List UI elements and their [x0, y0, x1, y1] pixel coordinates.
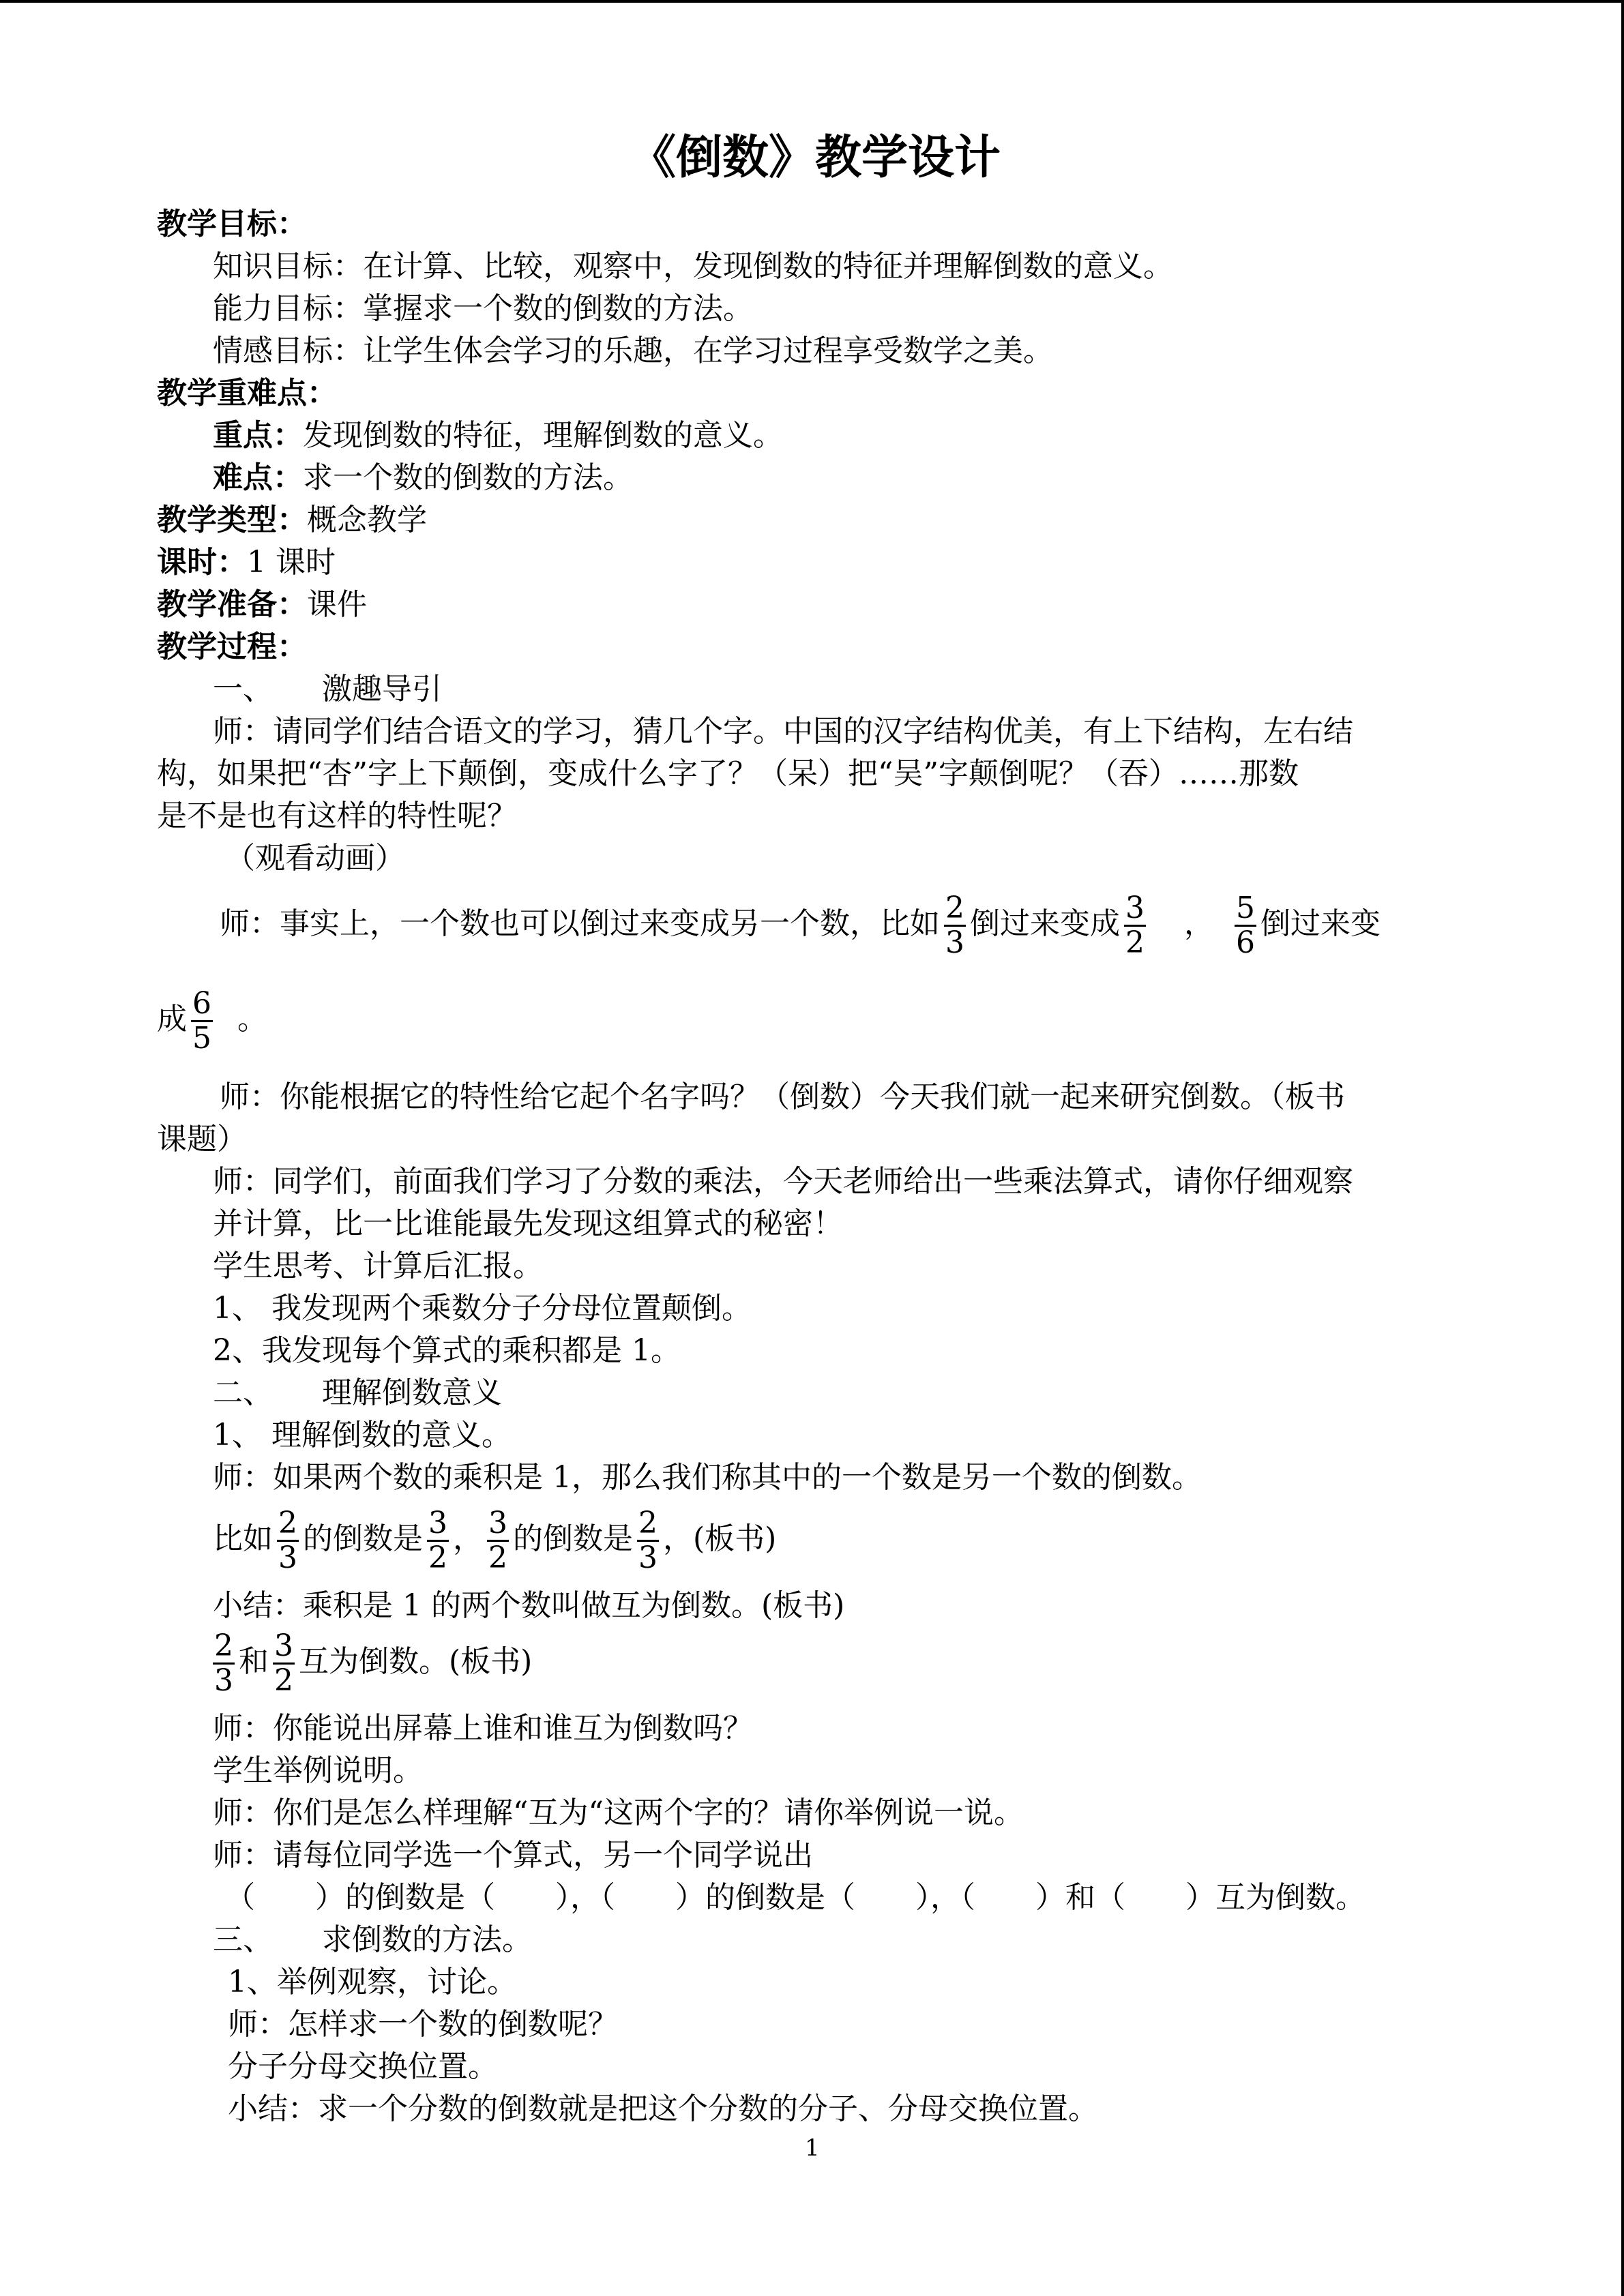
- fraction-denominator: 2: [274, 1663, 293, 1698]
- s1-p4-line2: 课题）: [157, 1122, 247, 1157]
- period-value: 1 课时: [247, 545, 336, 580]
- fraction-three-halves: [487, 1507, 509, 1575]
- s2-p7: 学生举例说明。: [213, 1753, 423, 1788]
- fraction-denominator: 5: [192, 1021, 211, 1056]
- s1-p1-line3: 是不是也有这样的特性呢？: [157, 799, 517, 833]
- type-line: [157, 499, 427, 541]
- s1-p3-line1: [220, 880, 1381, 968]
- s2-p5-b: 互为倒数。(板书): [299, 1644, 533, 1679]
- s2-p5-a: 和: [239, 1644, 269, 1679]
- section1-heading: [213, 668, 442, 711]
- s2-p3-e: ，(板书): [663, 1521, 777, 1556]
- s2-p9: 师：请每位同学选一个算式，另一个同学说出: [213, 1838, 813, 1873]
- fraction-five-sixths: [1235, 892, 1256, 959]
- fraction-denominator: 2: [1125, 925, 1145, 960]
- s1-p3-f: 。: [237, 1002, 267, 1037]
- s2-p3: [213, 1495, 776, 1583]
- s2-p4: 小结：乘积是 1 的两个数叫做互为倒数。(板书): [213, 1588, 845, 1623]
- fraction-denominator: 3: [214, 1663, 233, 1698]
- focus-label: 重点：: [213, 418, 303, 453]
- section3-title: 求倒数的方法。: [322, 1922, 532, 1957]
- fraction-numerator: 3: [488, 1506, 507, 1540]
- emotion-objective: 情感目标：让学生体会学习的乐趣，在学习过程享受数学之美。: [213, 333, 1053, 368]
- s2-p3-d: 的倒数是: [513, 1521, 633, 1556]
- fraction-numerator: 6: [192, 986, 211, 1021]
- s2-p3-a: 比如: [213, 1521, 273, 1556]
- s2-p3-c: ，: [453, 1521, 483, 1556]
- objectives-heading: 教学目标：: [157, 207, 307, 241]
- s3-p1: 1、举例观察，讨论。: [228, 1965, 517, 1999]
- section1-num: 一、: [213, 672, 273, 706]
- ability-objective: 能力目标：掌握求一个数的倒数的方法。: [213, 291, 753, 326]
- s2-p6: 师：你能说出屏幕上谁和谁互为倒数吗？: [213, 1711, 753, 1746]
- s1-p7: 1、 我发现两个乘数分子分母位置颠倒。: [213, 1291, 752, 1326]
- fraction-numerator: 2: [945, 891, 964, 925]
- s2-p8: 师：你们是怎么样理解“互为“这两个字的？请你举例说一说。: [213, 1795, 1024, 1830]
- s1-p5-line2: 并计算，比一比谁能最先发现这组算式的秘密！: [213, 1206, 843, 1241]
- fraction-numerator: 3: [1125, 891, 1145, 925]
- s1-p5-line1: 师：同学们，前面我们学习了分数的乘法，今天老师给出一些乘法算式，请你仔细观察: [213, 1164, 1353, 1199]
- s1-p8: 2、我发现每个算式的乘积都是 1。: [213, 1333, 681, 1368]
- keypoints-heading: 教学重难点：: [157, 376, 337, 411]
- fraction-denominator: 6: [1236, 925, 1255, 960]
- s1-p1-line1: 师：请同学们结合语文的学习，猜几个字。中国的汉字结构优美，有上下结构，左右结: [213, 714, 1353, 749]
- s2-p3-b: 的倒数是: [303, 1521, 423, 1556]
- fraction-three-halves: [1124, 892, 1146, 959]
- s2-p2: 师：如果两个数的乘积是 1，那么我们称其中的一个数是另一个数的倒数。: [213, 1460, 1202, 1495]
- fraction-numerator: 2: [278, 1506, 297, 1540]
- fraction-numerator: 5: [1236, 891, 1255, 925]
- knowledge-objective: 知识目标：在计算、比较，观察中，发现倒数的特征并理解倒数的意义。: [213, 249, 1173, 284]
- s1-p4-line1: 师：你能根据它的特性给它起个名字吗？（倒数）今天我们就一起来研究倒数。（板书: [220, 1079, 1345, 1114]
- s1-p3-e: 成: [157, 1002, 187, 1037]
- s1-p1-line2: 构，如果把“杏”字上下颠倒，变成什么字了？（呆）把“吴”字颠倒呢？（吞）……那数: [157, 756, 1299, 791]
- section2-num: 二、: [213, 1375, 273, 1410]
- section2-title: 理解倒数意义: [322, 1375, 502, 1410]
- fraction-two-thirds: [277, 1507, 299, 1575]
- difficulty-text: 求一个数的倒数的方法。: [303, 460, 633, 495]
- fraction-numerator: 2: [638, 1506, 658, 1540]
- type-value: 概念教学: [307, 503, 427, 537]
- right-border: [1621, 0, 1624, 2296]
- focus-text: 发现倒数的特征，理解倒数的意义。: [303, 418, 783, 453]
- s1-p3-c: ，: [1184, 906, 1214, 941]
- fraction-two-thirds: [637, 1507, 659, 1575]
- difficulty-line: [213, 457, 633, 499]
- s1-p2: （观看动画）: [225, 841, 405, 876]
- period-line: [157, 541, 336, 584]
- s2-p1: 1、 理解倒数的意义。: [213, 1418, 512, 1452]
- fraction-three-halves: [427, 1507, 449, 1575]
- fraction-denominator: 2: [428, 1540, 447, 1575]
- fraction-numerator: 3: [428, 1506, 447, 1540]
- s2-p5: [213, 1617, 532, 1706]
- difficulty-label: 难点：: [213, 460, 303, 495]
- fraction-numerator: 2: [214, 1628, 233, 1663]
- section3-num: 三、: [213, 1922, 273, 1957]
- s1-p3-a: 师：事实上，一个数也可以倒过来变成另一个数，比如: [220, 906, 940, 941]
- document-title: 《倒数》教学设计: [629, 130, 1001, 185]
- section1-title: 激趣导引: [322, 672, 442, 706]
- page-number: 1: [805, 2134, 820, 2162]
- fraction-denominator: 3: [278, 1540, 297, 1575]
- s3-p2: 师：怎样求一个数的倒数呢？: [228, 2007, 618, 2042]
- s1-p3-d: 倒过来变: [1260, 906, 1381, 941]
- fraction-six-fifths: [191, 987, 213, 1055]
- fraction-denominator: 3: [638, 1540, 658, 1575]
- fraction-numerator: 3: [274, 1628, 293, 1663]
- process-heading: 教学过程：: [157, 629, 307, 664]
- fraction-three-halves: [273, 1630, 295, 1697]
- s2-p10-blanks: （ ）的倒数是（ ），（ ）的倒数是（ ），（ ）和（ ）互为倒数。: [225, 1880, 1365, 1915]
- section2-heading: [213, 1372, 502, 1414]
- prep-line: [157, 584, 367, 626]
- prep-value: 课件: [307, 587, 367, 622]
- fraction-denominator: 3: [945, 925, 964, 960]
- period-label: 课时：: [157, 545, 247, 580]
- s1-p3-line2: [157, 975, 267, 1064]
- top-border: [0, 0, 1624, 3]
- section3-heading: [213, 1919, 532, 1961]
- focus-line: [213, 415, 783, 457]
- fraction-two-thirds: [944, 892, 966, 959]
- s3-p3: 分子分母交换位置。: [228, 2049, 498, 2084]
- s3-p4: 小结：求一个分数的倒数就是把这个分数的分子、分母交换位置。: [228, 2091, 1098, 2126]
- prep-label: 教学准备：: [157, 587, 307, 622]
- fraction-denominator: 2: [488, 1540, 507, 1575]
- s1-p6: 学生思考、计算后汇报。: [213, 1249, 543, 1283]
- s1-p3-b: 倒过来变成: [970, 906, 1120, 941]
- fraction-two-thirds: [213, 1630, 235, 1697]
- type-label: 教学类型：: [157, 503, 307, 537]
